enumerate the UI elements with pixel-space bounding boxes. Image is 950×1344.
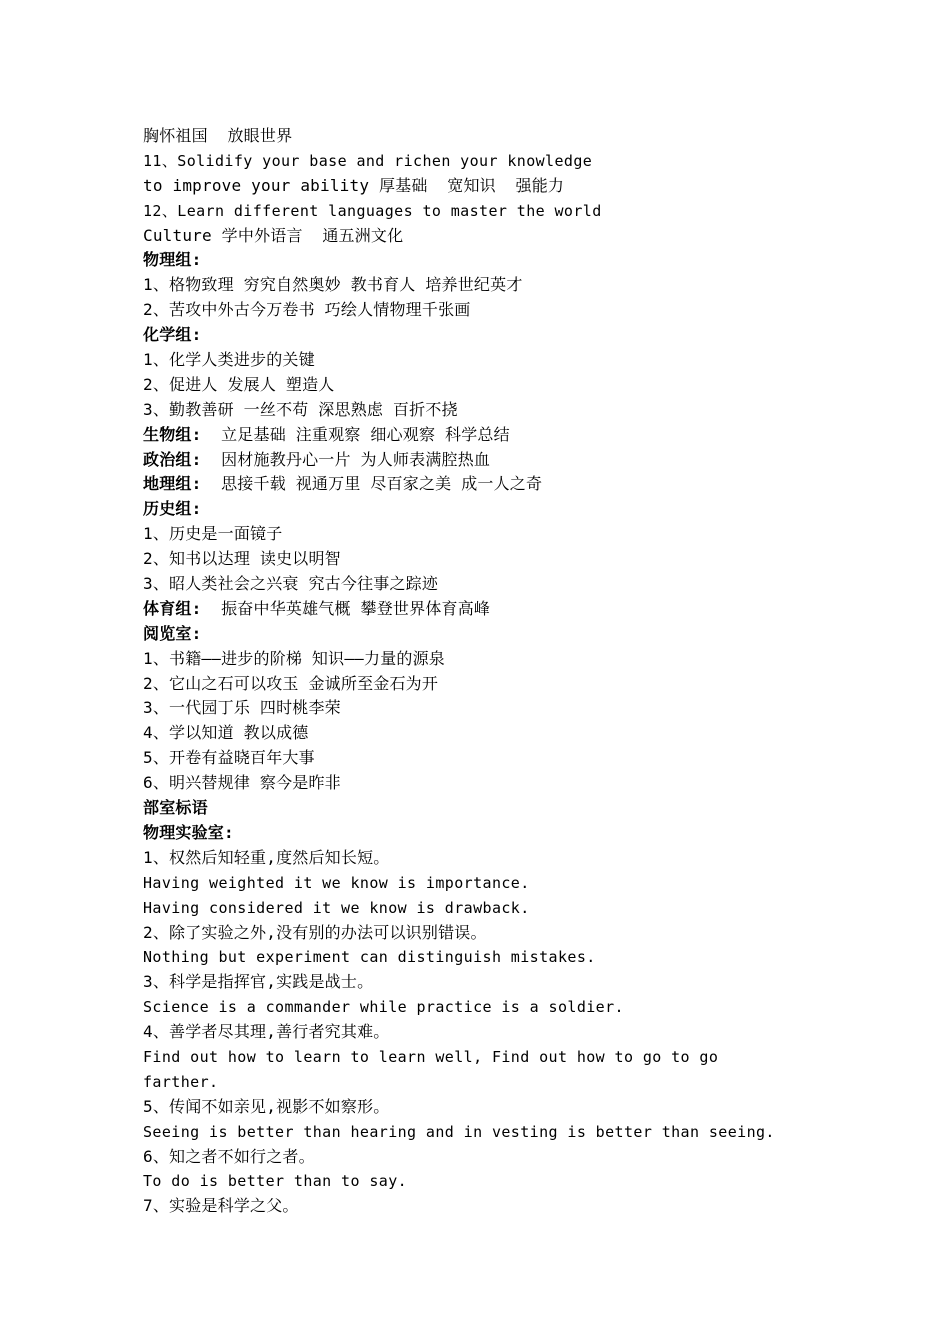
text-line: 3、昭人类社会之兴衰 究古今往事之踪迹 [143, 574, 439, 594]
section-heading: 化学组: [143, 325, 202, 345]
english-text-line: 11、Solidify your base and richen your knowledge [143, 151, 593, 170]
text-line: 1、权然后知轻重,度然后知长短。 [143, 847, 390, 867]
english-text-line: To do is better than to say. [143, 1172, 408, 1191]
text-line: 5、开卷有益晓百年大事 [143, 748, 315, 768]
section-heading: 阅览室: [143, 623, 202, 643]
section-heading-inline: 地理组: [143, 474, 202, 494]
text-line: 6、知之者不如行之者。 [143, 1146, 315, 1166]
text-line: 1、历史是一面镜子 [143, 524, 283, 544]
section-heading: 物理组: [143, 250, 202, 270]
document-page [143, 124, 923, 1219]
section-line [143, 472, 923, 497]
text-line: 5、传闻不如亲见,视影不如察形。 [143, 1096, 390, 1116]
section-heading: 部室标语 [143, 798, 208, 818]
text-line: 2、苦攻中外古今万卷书 巧绘人情物理千张画 [143, 300, 471, 320]
section-heading-inline: 政治组: [143, 449, 202, 469]
english-text-line: Find out how to learn to learn well, Find out how to go to go [143, 1047, 719, 1066]
text-line: 3、科学是指挥官,实践是战士。 [143, 972, 374, 992]
text-line: 3、一代园丁乐 四时桃李荣 [143, 698, 341, 718]
section-text: 因材施教丹心一片 为人师表满腔热血 [201, 449, 491, 469]
text-line: 1、化学人类进步的关键 [143, 350, 315, 370]
text-line: Culture 学中外语言 通五洲文化 [143, 225, 404, 245]
text-line: 2、促进人 发展人 塑造人 [143, 374, 335, 394]
text-line: to improve your ability 厚基础 宽知识 强能力 [143, 175, 565, 195]
text-line: 3、勤教善研 一丝不苟 深思熟虑 百折不挠 [143, 399, 458, 419]
section-line [143, 448, 923, 473]
english-text-line: Seeing is better than hearing and in vesting is better than seeing. [143, 1122, 775, 1141]
text-line: 7、实验是科学之父。 [143, 1196, 299, 1216]
english-text-line: Science is a commander while practice is a soldier. [143, 998, 624, 1017]
text-line: 6、明兴替规律 察今是昨非 [143, 773, 341, 793]
section-text: 立足基础 注重观察 细心观察 科学总结 [201, 424, 510, 444]
section-heading: 历史组: [143, 499, 202, 519]
section-line [143, 423, 923, 448]
text-line: 4、学以知道 教以成德 [143, 723, 309, 743]
text-line: 2、知书以达理 读史以明智 [143, 549, 341, 569]
text-line: 2、它山之石可以攻玉 金诚所至金石为开 [143, 673, 439, 693]
section-line [143, 597, 923, 622]
english-text-line: Having weighted it we know is importance. [143, 873, 530, 892]
english-text-line: Nothing but experiment can distinguish mistakes. [143, 948, 596, 967]
text-line: 1、格物致理 穷究自然奥妙 教书育人 培养世纪英才 [143, 275, 523, 295]
section-text: 思接千载 视通万里 尽百家之美 成一人之奇 [201, 474, 543, 494]
text-line: 4、善学者尽其理,善行者究其难。 [143, 1022, 390, 1042]
section-heading-inline: 体育组: [143, 598, 202, 618]
section-text: 振奋中华英雄气概 攀登世界体育高峰 [201, 598, 491, 618]
text-line: 1、书籍——进步的阶梯 知识——力量的源泉 [143, 648, 445, 668]
english-text-line: Having considered it we know is drawback. [143, 898, 530, 917]
english-text-line: farther. [143, 1072, 219, 1091]
text-line: 胸怀祖国 放眼世界 [143, 126, 293, 145]
text-line: 2、除了实验之外,没有别的办法可以识别错误。 [143, 922, 487, 942]
section-heading-inline: 生物组: [143, 424, 202, 444]
english-text-line: 12、Learn different languages to master the world [143, 201, 602, 220]
section-heading: 物理实验室: [143, 822, 234, 842]
